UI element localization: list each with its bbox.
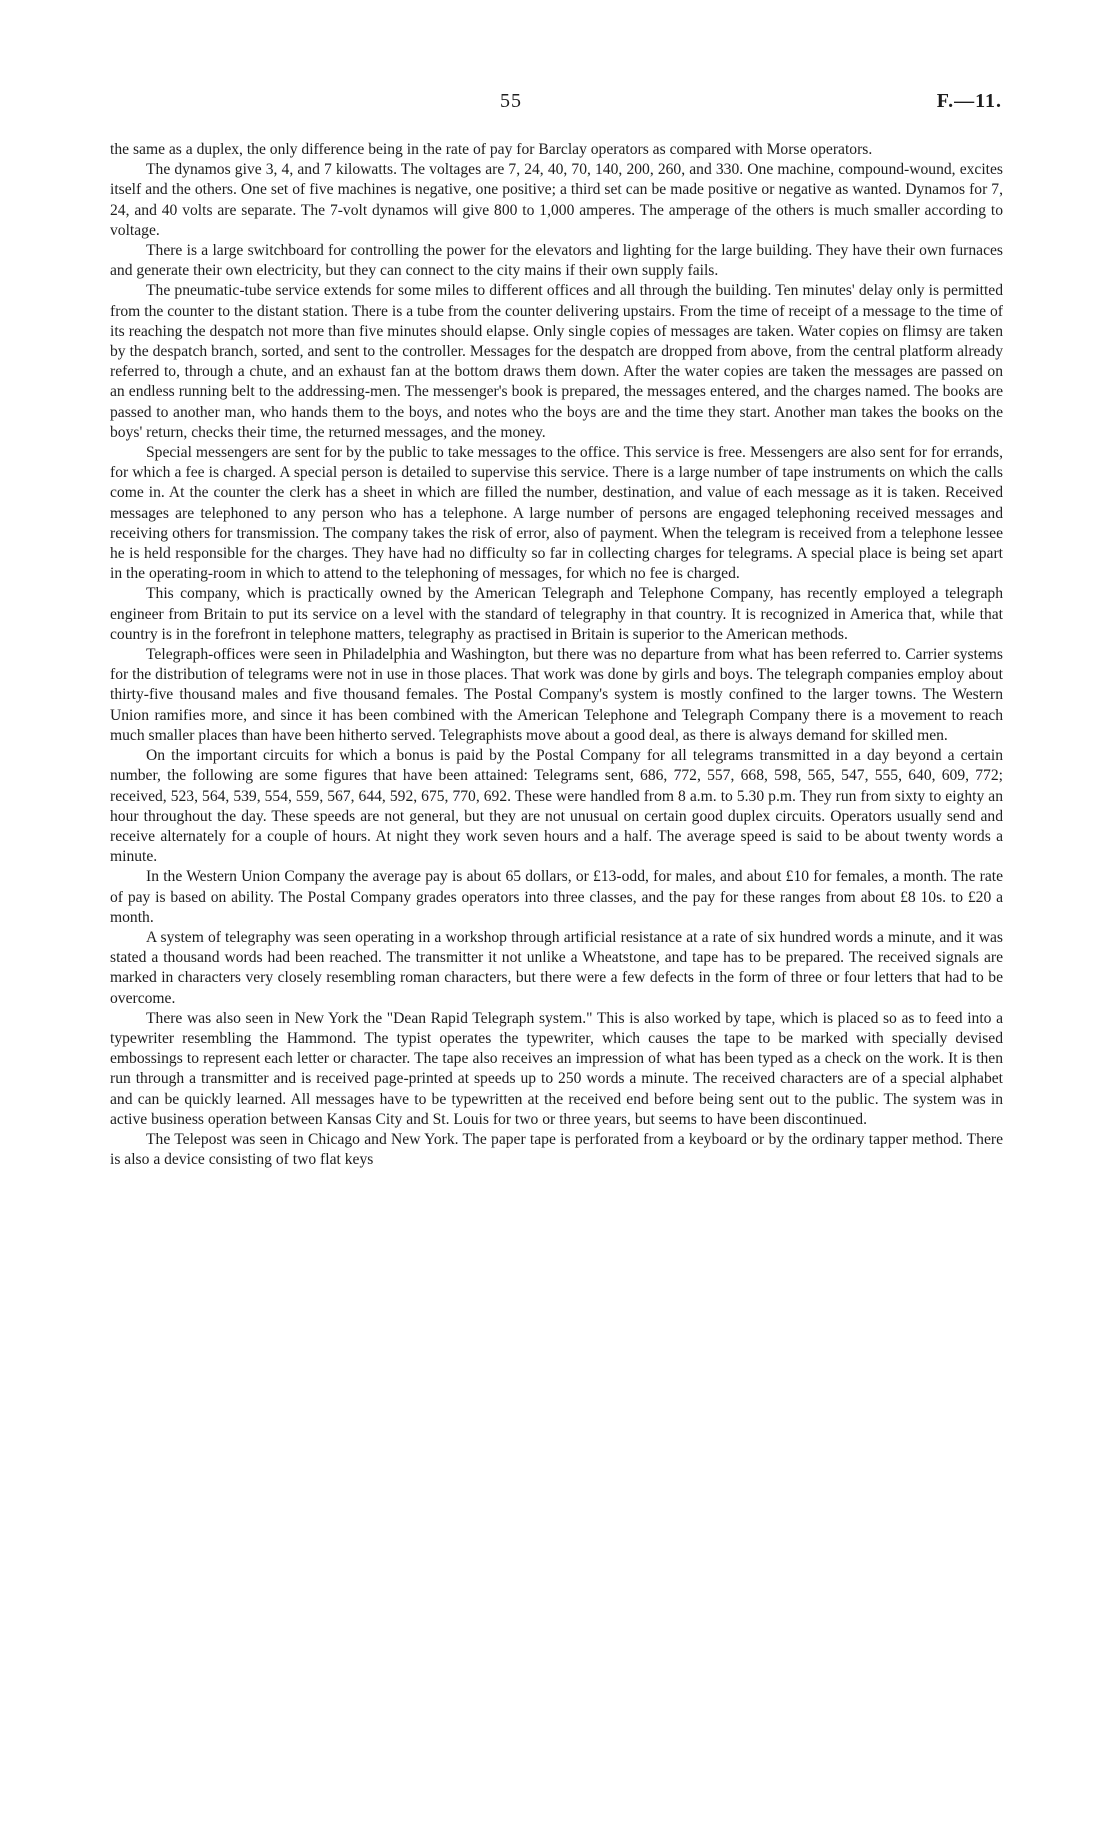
body-text — [110, 140, 1003, 1170]
paragraph: Special messengers are sent for by the public to take messages to the office. This service is free. Messengers are also sent for for errands, for which a fee is charged. A special person is detailed to supervise this service. There is a large number of tape instruments on which the calls come in. At the counter the clerk has a sheet in which are filled the number, destination, and value of each message as it is taken. Received messages are telephoned to any person who has a telephone. A large number of persons are engaged telephoning received messages and receiving others for transmission. The company takes the risk of error, also of payment. When the telegram is received from a telephone lessee he is held responsible for the charges. They have had no difficulty so far in collecting charges for telegrams. A special place is being set apart in the operating-room in which to attend to the telephoning of messages, for which no fee is charged. — [110, 444, 1003, 583]
page-header — [0, 90, 1114, 120]
paragraph: Telegraph-offices were seen in Philadelphia and Washington, but there was no departure from what has been referred to. Carrier systems for the distribution of telegrams were not in use in those places. That work was done by girls and boys. The telegraph companies employ about thirty-five thousand males and five thousand females. The Postal Company's system is mostly confined to the larger towns. The Western Union ramifies more, and since it has been combined with the American Telephone and Telegraph Company there is a movement to reach much smaller places than have been hitherto served. Telegraphists move about a good deal, as there is always demand for skilled men. — [110, 646, 1003, 744]
paragraph: the same as a duplex, the only difference being in the rate of pay for Barclay operators as compared with Morse operators. — [110, 141, 873, 158]
paragraph: A system of telegraphy was seen operating in a workshop through artificial resistance at a rate of six hundred words a minute, and it was stated a thousand words had been reached. The transmitter it not unlike a Wheatstone, and tape has to be prepared. The received signals are marked in characters very closely resembling roman characters, but there were a few defects in the form of three or four letters that had to be overcome. — [110, 928, 1003, 1007]
paragraph: This company, which is practically owned by the American Telegraph and Telephone Company, has recently employed a telegraph engineer from Britain to put its service on a level with the standard of telegraphy in that country. It is recognized in America that, while that country is in the forefront in telephone matters, telegraphy as practised in Britain is superior to the American methods. — [110, 585, 1003, 643]
paragraph: There is a large switchboard for controlling the power for the elevators and lighting for the large building. They have their own furnaces and generate their own electricity, but they can connect to the city mains if their own supply fails. — [110, 242, 1003, 280]
paragraph: In the Western Union Company the average pay is about 65 dollars, or £13-odd, for males, and about £10 for females, a month. The rate of pay is based on ability. The Postal Company grades operators into three classes, and the pay for these ranges from about £8 10s. to £20 a month. — [110, 868, 1003, 926]
paragraph: The pneumatic-tube service extends for some miles to different offices and all through the building. Ten minutes' delay only is permitted from the counter to the distant station. There is a tube from the counter delivering upstairs. From the time of receipt of a message to the time of its reaching the despatch not more than five minutes should elapse. Only single copies of messages are taken. Water copies on flimsy are taken by the despatch branch, sorted, and sent to the controller. Messages for the despatch are dropped from above, from the central platform already referred to, through a chute, and an exhaust fan at the bottom draws them down. After the water copies are taken the messages are passed on an endless running belt to the addressing-men. The messenger's book is prepared, the messages entered, and the charges named. The books are passed to another man, who hands them to the boys, and notes who the boys are and the time they start. Another man takes the books on the boys' return, checks their time, the returned messages, and the money. — [110, 282, 1003, 441]
paragraph: The Telepost was seen in Chicago and New York. The paper tape is perforated from a keyboard or by the ordinary tapper method. There is also a device consisting of two flat keys — [110, 1130, 1003, 1169]
page-number: 55 — [500, 90, 522, 112]
paragraph: On the important circuits for which a bonus is paid by the Postal Company for all telegrams transmitted in a day beyond a certain number, the following are some figures that have been attained: Telegrams sent, 686, 772, 557, 668, 598, 565, 547, 555, 640, 609, 772; received, 523, 564, 539, 554, 559, 567, 644, 592, 675, 770, 692. These were handled from 8 a.m. to 5.30 p.m. They run from sixty to eighty an hour throughout the day. These speeds are not general, but they are not unusual on certain good duplex circuits. Operators usually send and receive alternately for a couple of hours. At night they work seven hours and a half. The average speed is said to be about twenty words a minute. — [110, 747, 1003, 866]
paragraph: The dynamos give 3, 4, and 7 kilowatts. The voltages are 7, 24, 40, 70, 140, 200, 260, and 330. One machine, compound-wound, excites itself and the others. One set of five machines is negative, one positive; a third set can be made positive or negative as wanted. Dynamos for 7, 24, and 40 volts are separate. The 7-volt dynamos will give 800 to 1,000 amperes. The amperage of the others is much smaller according to voltage. — [110, 161, 1003, 239]
document-reference: F.—11. — [936, 90, 1002, 112]
paragraph: There was also seen in New York the "Dean Rapid Telegraph system." This is also worked by tape, which is placed so as to feed into a typewriter resembling the Hammond. The typist operates the typewriter, which causes the tape to be marked with specially devised embossings to represent each letter or character. The tape also receives an impression of what has been typed as a check on the work. It is then run through a transmitter and is received page-printed at speeds up to 250 words a minute. The received characters are of a special alphabet and can be quickly learned. All messages have to be typewritten at the received end before being sent out to the public. The system was in active business operation between Kansas City and St. Louis for two or three years, but seems to have been discontinued. — [110, 1009, 1003, 1128]
